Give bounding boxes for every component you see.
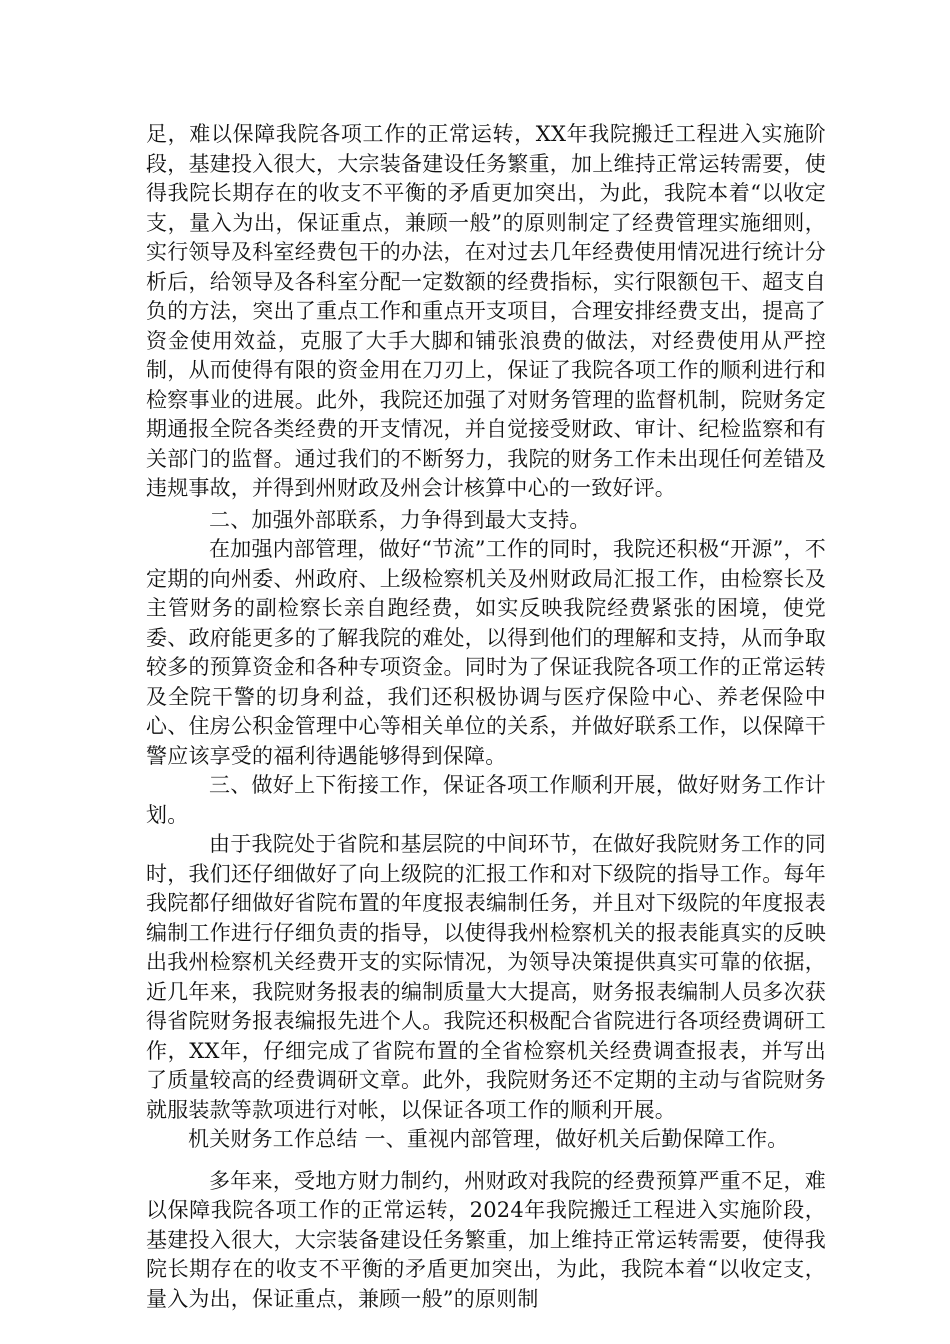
- section-heading: 机关财务工作总结 一、重视内部管理，做好机关后勤保障工作。: [188, 1127, 789, 1151]
- section-heading: 二、加强外部联系，力争得到最大支持。: [209, 507, 591, 532]
- body-paragraph: 多年来，受地方财力制约，州财政对我院的经费预算严重不足，难以保障我院各项工作的正常运转，2024年我院搬迁工程进入实施阶段，基建投入很大，大宗装备建设任务繁重，加上维持正常运转需要，使得我院长期存在的收支不平衡的矛盾更加突出，为此，我院本着“以收定支，量入为出，保证重点，兼顾一般”的原则制: [146, 1168, 826, 1311]
- body-paragraph: 由于我院处于省院和基层院的中间环节，在做好我院财务工作的同时，我们还仔细做好了向上级院的汇报工作和对下级院的指导工作。每年我院都仔细做好省院布置的年度报表编制任务，并且对下级院的年度报表编制工作进行仔细负责的指导，以使得我州检察机关的报表能真实的反映出我州检察机关经费开支的实际情况，为领导决策提供真实可靠的依据，近几年来，我院财务报表的编制质量大大提高，财务报表编制人员多次获得省院财务报表编报先进个人。我院还积极配合省院进行各项经费调研工作，XX年，仔细完成了省院布置的全省检察机关经费调查报表，并写出了质量较高的经费调研文章。此外，我院财务还不定期的主动与省院财务就服装款等款项进行对帐，以保证各项工作的顺利开展。: [146, 832, 826, 1122]
- section-heading: 三、做好上下衔接工作，保证各项工作顺利开展，做好财务工作计划。: [146, 773, 826, 827]
- body-paragraph: 在加强内部管理，做好“节流”工作的同时，我院还积极“开源”，不定期的向州委、州政府、上级检察机关及州财政局汇报工作，由检察长及主管财务的副检察长亲自跑经费，如实反映我院经费紧张的困境，使党委、政府能更多的了解我院的难处，以得到他们的理解和支持，从而争取较多的预算资金和各种专项资金。同时为了保证我院各项工作的正常运转及全院干警的切身利益，我们还积极协调与医疗保险中心、养老保险中心、住房公积金管理中心等相关单位的关系，并做好联系工作，以保障干警应该享受的福利待遇能够得到保障。: [146, 537, 826, 768]
- document-page: [146, 120, 826, 1314]
- body-paragraph: 足，难以保障我院各项工作的正常运转，XX年我院搬迁工程进入实施阶段，基建投入很大，大宗装备建设任务繁重，加上维持正常运转需要，使得我院长期存在的收支不平衡的矛盾更加突出，为此，我院本着“以收定支，量入为出，保证重点，兼顾一般”的原则制定了经费管理实施细则，实行领导及科室经费包干的办法，在对过去几年经费使用情况进行统计分析后，给领导及各科室分配一定数额的经费指标，实行限额包干、超支自负的方法，突出了重点工作和重点开支项目，合理安排经费支出，提高了资金使用效益，克服了大手大脚和铺张浪费的做法，对经费使用从严控制，从而使得有限的资金用在刀刃上，保证了我院各项工作的顺利进行和检察事业的进展。此外，我院还加强了对财务管理的监督机制，院财务定期通报全院各类经费的开支情况，并自觉接受财政、审计、纪检监察和有关部门的监督。通过我们的不断努力，我院的财务工作未出现任何差错及违规事故，并得到州财政及州会计核算中心的一致好评。: [146, 122, 826, 500]
